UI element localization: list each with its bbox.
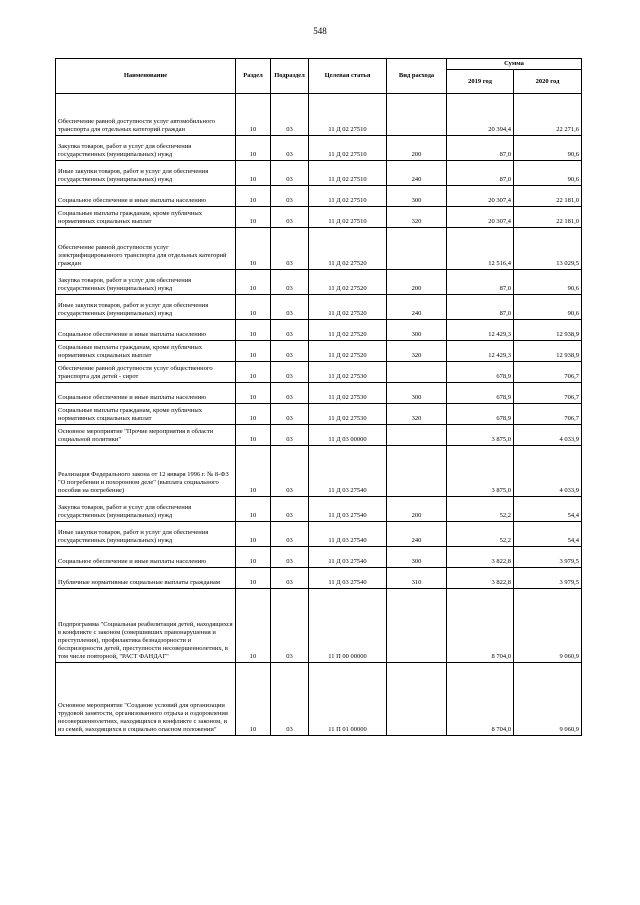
row-name: Подпрограмма "Социальная реабилитация детей, находящихся в конфликте с законом (совершивших правонарушения и преступления), профилактика безнадзорности и беспризорности детей, преступности несовершеннолетних, в том числе повторной, "РАСТ ФАНДАГ" [56, 589, 236, 663]
row-subsection: 03 [271, 589, 309, 663]
row-name: Обеспечение равной доступности услуг электрифицированного транспорта для отдельных категорий граждан [56, 228, 236, 270]
row-sum-2019: 20 394,4 [447, 94, 514, 136]
row-subsection: 03 [271, 228, 309, 270]
row-sum-2020: 90,6 [514, 295, 582, 320]
row-sum-2020: 90,6 [514, 270, 582, 295]
row-sum-2020: 3 979,5 [514, 547, 582, 568]
row-subsection: 03 [271, 425, 309, 446]
row-target-article: 11 П 01 00000 [309, 663, 387, 736]
row-name: Основное мероприятие "Прочие мероприятия в области социальной политики" [56, 425, 236, 446]
row-expense-type [387, 446, 447, 497]
row-section: 10 [236, 320, 271, 341]
row-target-article: 11 Д 03 27540 [309, 547, 387, 568]
row-name: Социальные выплаты гражданам, кроме публичных нормативных социальных выплат [56, 207, 236, 228]
row-expense-type [387, 589, 447, 663]
row-target-article: 11 Д 03 00000 [309, 425, 387, 446]
row-sum-2019: 87,0 [447, 270, 514, 295]
row-sum-2020: 22 181,0 [514, 207, 582, 228]
row-name: Обеспечение равной доступности услуг общественного транспорта для детей - сирот [56, 362, 236, 383]
row-subsection: 03 [271, 270, 309, 295]
row-subsection: 03 [271, 383, 309, 404]
row-sum-2020: 22 271,6 [514, 94, 582, 136]
header-year-2020: 2020 год [514, 70, 582, 94]
row-sum-2019: 87,0 [447, 136, 514, 161]
row-expense-type: 200 [387, 136, 447, 161]
row-subsection: 03 [271, 663, 309, 736]
table-row [56, 295, 582, 320]
row-name: Социальное обеспечение и иные выплаты населению [56, 383, 236, 404]
row-expense-type: 240 [387, 161, 447, 186]
row-subsection: 03 [271, 320, 309, 341]
row-sum-2019: 3 822,8 [447, 547, 514, 568]
row-section: 10 [236, 497, 271, 522]
row-target-article: 11 Д 03 27540 [309, 497, 387, 522]
table-row [56, 425, 582, 446]
row-section: 10 [236, 404, 271, 425]
row-subsection: 03 [271, 207, 309, 228]
row-expense-type: 300 [387, 186, 447, 207]
row-section: 10 [236, 136, 271, 161]
row-section: 10 [236, 161, 271, 186]
row-sum-2019: 12 516,4 [447, 228, 514, 270]
header-year-2019: 2019 год [447, 70, 514, 94]
row-expense-type: 300 [387, 320, 447, 341]
row-name: Публичные нормативные социальные выплаты гражданам [56, 568, 236, 589]
row-subsection: 03 [271, 94, 309, 136]
row-expense-type [387, 663, 447, 736]
row-subsection: 03 [271, 547, 309, 568]
table-row [56, 136, 582, 161]
row-expense-type: 310 [387, 568, 447, 589]
row-name: Основное мероприятие "Создание условий для организации трудовой занятости, организованного отдыха и оздоровления несовершеннолетних, находящихся в конфликте с законом, и из семей, находящихся в социально опасном положении" [56, 663, 236, 736]
row-target-article: 11 Д 02 27520 [309, 228, 387, 270]
row-section: 10 [236, 228, 271, 270]
row-section: 10 [236, 589, 271, 663]
row-target-article: 11 Д 02 27510 [309, 161, 387, 186]
row-section: 10 [236, 568, 271, 589]
row-sum-2019: 678,9 [447, 404, 514, 425]
table-row [56, 161, 582, 186]
row-target-article: 11 Д 03 27540 [309, 522, 387, 547]
header-expense-type: Вид расхода [387, 59, 447, 94]
row-section: 10 [236, 522, 271, 547]
row-sum-2019: 3 822,8 [447, 568, 514, 589]
row-target-article: 11 Д 02 27510 [309, 136, 387, 161]
row-sum-2020: 12 938,9 [514, 320, 582, 341]
row-sum-2020: 706,7 [514, 362, 582, 383]
row-sum-2019: 3 875,0 [447, 446, 514, 497]
row-section: 10 [236, 94, 271, 136]
row-section: 10 [236, 270, 271, 295]
row-expense-type [387, 425, 447, 446]
row-name: Социальные выплаты гражданам, кроме публичных нормативных социальных выплат [56, 404, 236, 425]
row-subsection: 03 [271, 522, 309, 547]
table-row [56, 663, 582, 736]
header-section: Раздел [236, 59, 271, 94]
row-subsection: 03 [271, 446, 309, 497]
table-row [56, 568, 582, 589]
row-expense-type [387, 362, 447, 383]
row-target-article: 11 Д 02 27530 [309, 404, 387, 425]
row-subsection: 03 [271, 136, 309, 161]
row-sum-2020: 706,7 [514, 383, 582, 404]
row-sum-2020: 9 060,9 [514, 589, 582, 663]
table-row [56, 320, 582, 341]
row-target-article: 11 Д 03 27540 [309, 568, 387, 589]
row-name: Социальное обеспечение и иные выплаты населению [56, 547, 236, 568]
row-name: Реализация Федерального закона от 12 января 1996 г. № 8-ФЗ "О погребении и похоронном деле" (выплата социального пособия на погребение) [56, 446, 236, 497]
row-target-article: 11 Д 02 27520 [309, 295, 387, 320]
row-sum-2020: 4 033,9 [514, 446, 582, 497]
row-expense-type: 320 [387, 341, 447, 362]
row-target-article: 11 Д 02 27520 [309, 341, 387, 362]
row-expense-type: 320 [387, 404, 447, 425]
table-row [56, 589, 582, 663]
row-target-article: 11 Д 02 27510 [309, 207, 387, 228]
table-row [56, 341, 582, 362]
row-sum-2020: 12 938,9 [514, 341, 582, 362]
row-section: 10 [236, 186, 271, 207]
row-subsection: 03 [271, 362, 309, 383]
table-row [56, 547, 582, 568]
row-expense-type: 200 [387, 497, 447, 522]
row-target-article: 11 П 00 00000 [309, 589, 387, 663]
row-target-article: 11 Д 02 27510 [309, 186, 387, 207]
table-row [56, 497, 582, 522]
row-target-article: 11 Д 02 27520 [309, 270, 387, 295]
header-target-article: Целевая статья [309, 59, 387, 94]
row-section: 10 [236, 547, 271, 568]
row-sum-2020: 54,4 [514, 522, 582, 547]
row-subsection: 03 [271, 568, 309, 589]
row-sum-2020: 706,7 [514, 404, 582, 425]
row-sum-2019: 678,9 [447, 383, 514, 404]
row-section: 10 [236, 362, 271, 383]
row-expense-type [387, 94, 447, 136]
table-row [56, 270, 582, 295]
row-subsection: 03 [271, 341, 309, 362]
row-target-article: 11 Д 02 27520 [309, 320, 387, 341]
table-body [56, 94, 582, 736]
row-sum-2019: 8 704,0 [447, 663, 514, 736]
budget-table [55, 58, 582, 736]
row-section: 10 [236, 207, 271, 228]
row-sum-2019: 8 704,0 [447, 589, 514, 663]
row-subsection: 03 [271, 404, 309, 425]
row-sum-2020: 22 181,0 [514, 186, 582, 207]
row-sum-2020: 54,4 [514, 497, 582, 522]
row-name: Закупка товаров, работ и услуг для обеспечения государственных (муниципальных) нужд [56, 136, 236, 161]
row-sum-2020: 3 979,5 [514, 568, 582, 589]
row-section: 10 [236, 341, 271, 362]
table-row [56, 94, 582, 136]
row-subsection: 03 [271, 186, 309, 207]
row-target-article: 11 Д 02 27510 [309, 94, 387, 136]
row-expense-type [387, 228, 447, 270]
table-row [56, 362, 582, 383]
row-name: Закупка товаров, работ и услуг для обеспечения государственных (муниципальных) нужд [56, 270, 236, 295]
row-sum-2019: 12 429,3 [447, 341, 514, 362]
row-section: 10 [236, 663, 271, 736]
table-row [56, 446, 582, 497]
row-expense-type: 240 [387, 295, 447, 320]
page-number: 548 [313, 26, 327, 36]
row-sum-2019: 87,0 [447, 295, 514, 320]
row-name: Закупка товаров, работ и услуг для обеспечения государственных (муниципальных) нужд [56, 497, 236, 522]
row-sum-2020: 9 060,9 [514, 663, 582, 736]
row-target-article: 11 Д 02 27530 [309, 383, 387, 404]
row-sum-2019: 3 875,0 [447, 425, 514, 446]
row-name: Социальное обеспечение и иные выплаты населению [56, 186, 236, 207]
row-expense-type: 240 [387, 522, 447, 547]
row-sum-2019: 52,2 [447, 497, 514, 522]
row-name: Иные закупки товаров, работ и услуг для обеспечения государственных (муниципальных) нужд [56, 295, 236, 320]
row-sum-2019: 87,0 [447, 161, 514, 186]
row-sum-2020: 90,6 [514, 161, 582, 186]
row-subsection: 03 [271, 295, 309, 320]
row-name: Иные закупки товаров, работ и услуг для обеспечения государственных (муниципальных) нужд [56, 522, 236, 547]
row-sum-2020: 13 029,5 [514, 228, 582, 270]
row-name: Социальное обеспечение и иные выплаты населению [56, 320, 236, 341]
row-subsection: 03 [271, 161, 309, 186]
row-name: Иные закупки товаров, работ и услуг для обеспечения государственных (муниципальных) нужд [56, 161, 236, 186]
row-expense-type: 200 [387, 270, 447, 295]
row-sum-2019: 20 307,4 [447, 207, 514, 228]
header-name: Наименование [56, 59, 236, 94]
row-sum-2020: 90,6 [514, 136, 582, 161]
table-row [56, 186, 582, 207]
header-sum: Сумма [447, 59, 582, 70]
table-row [56, 207, 582, 228]
table-row [56, 404, 582, 425]
header-subsection: Подраздел [271, 59, 309, 94]
row-expense-type: 300 [387, 383, 447, 404]
row-sum-2019: 678,9 [447, 362, 514, 383]
row-sum-2019: 20 307,4 [447, 186, 514, 207]
table-row [56, 383, 582, 404]
row-sum-2019: 12 429,3 [447, 320, 514, 341]
row-expense-type: 320 [387, 207, 447, 228]
row-sum-2019: 52,2 [447, 522, 514, 547]
row-name: Социальные выплаты гражданам, кроме публичных нормативных социальных выплат [56, 341, 236, 362]
row-target-article: 11 Д 02 27530 [309, 362, 387, 383]
row-target-article: 11 Д 03 27540 [309, 446, 387, 497]
row-subsection: 03 [271, 497, 309, 522]
row-name: Обеспечение равной доступности услуг автомобильного транспорта для отдельных категорий граждан [56, 94, 236, 136]
row-sum-2020: 4 033,9 [514, 425, 582, 446]
row-section: 10 [236, 446, 271, 497]
row-expense-type: 300 [387, 547, 447, 568]
table-row [56, 228, 582, 270]
row-section: 10 [236, 295, 271, 320]
table-row [56, 522, 582, 547]
row-section: 10 [236, 383, 271, 404]
row-section: 10 [236, 425, 271, 446]
